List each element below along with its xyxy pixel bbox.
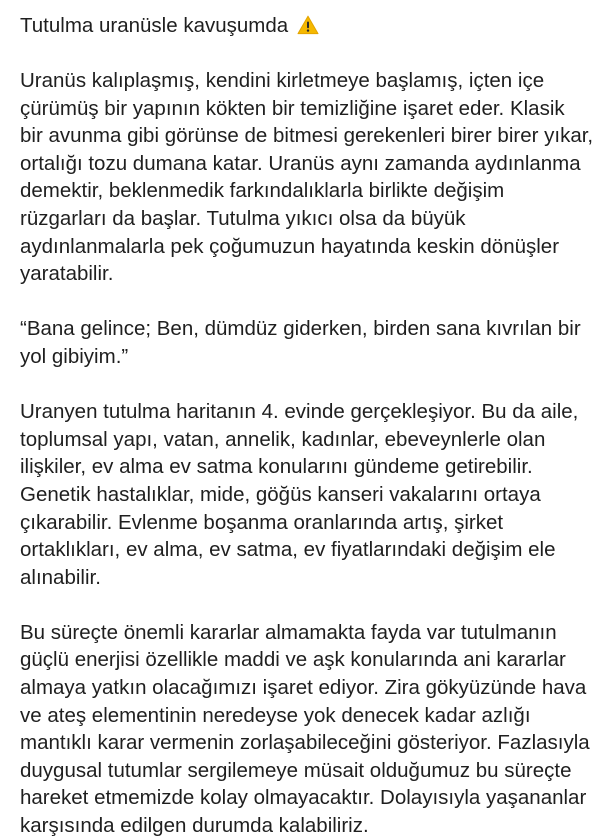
paragraph-fourth-house (20, 398, 580, 591)
paragraph-uranus (20, 67, 594, 288)
text-line: çürümüş bir yapının kökten bir temizliğine işaret eder. Klasik (20, 96, 565, 120)
text-line: alınabilir. (20, 565, 101, 589)
text-line: ilişkiler, ev alma ev satma konularını gündeme getirebilir. (20, 455, 533, 479)
text-line: mantıklı karar vermenin zorlaşabileceğini gösteriyor. Fazlasıyla (20, 731, 590, 755)
post-title-row (20, 11, 580, 40)
text-line: ortalığı tozu dumana katar. Uranüs aynı zamanda aydınlanma (20, 151, 581, 175)
text-line: hareket etmemizde kolay olmayacaktır. Dolayısıyla yaşananlar (20, 786, 587, 810)
text-line: yaratabilir. (20, 262, 114, 286)
paragraph-decisions (20, 619, 590, 840)
text-line: Uranüs kalıplaşmış, kendini kirletmeye başlamış, içten içe (20, 69, 545, 92)
text-line: aydınlanmalarla pek çoğumuzun hayatında keskin dönüşler (20, 234, 560, 258)
text-line: demektir, beklenmedik farkındalıklarla birlikte değişim (20, 179, 505, 203)
text-line: bir avunma gibi görünse de bitmesi gerekenleri birer birer yıkar, (20, 124, 594, 148)
post-title: Tutulma uranüsle kavuşumda (20, 14, 289, 37)
text-line: yol gibiyim.” (20, 344, 129, 368)
text-line: ve ateş elementinin neredeyse yok denecek kadar azlığı (20, 703, 531, 727)
text-line: Uranyen tutulma haritanın 4. evinde gerçekleşiyor. Bu da aile, (20, 400, 579, 424)
text-line: çıkarabilir. Evlenme boşanma oranlarında artış, şirket (20, 510, 504, 534)
text-line: duygusal tutumlar sergilemeye müsait olduğumuz bu süreçte (20, 758, 572, 782)
warning-icon (297, 15, 319, 35)
text-line: karşısında edilgen durumda kalabiliriz. (20, 814, 369, 838)
text-line: güçlü enerjisi özellikle maddi ve aşk konularında ani kararlar (20, 648, 566, 672)
text-line: almaya yatkın olacağımızı işaret ediyor. Zira gökyüzünde hava (20, 676, 587, 700)
text-line: ortaklıkları, ev alma, ev satma, ev fiyatlarındaki değişim ele (20, 538, 556, 562)
text-line: toplumsal yapı, vatan, annelik, kadınlar, ebeveynlerle olan (20, 427, 546, 451)
text-line: Bu süreçte önemli kararlar almamakta fayda var tutulmanın (20, 620, 557, 644)
text-line: Genetik hastalıklar, mide, göğüs kanseri vakalarını ortaya (20, 482, 541, 506)
paragraph-quote (20, 315, 580, 370)
text-line: “Bana gelince; Ben, dümdüz giderken, birden sana kıvrılan bir (20, 317, 581, 341)
text-line: rüzgarları da başlar. Tutulma yıkıcı olsa da büyük (20, 206, 466, 230)
